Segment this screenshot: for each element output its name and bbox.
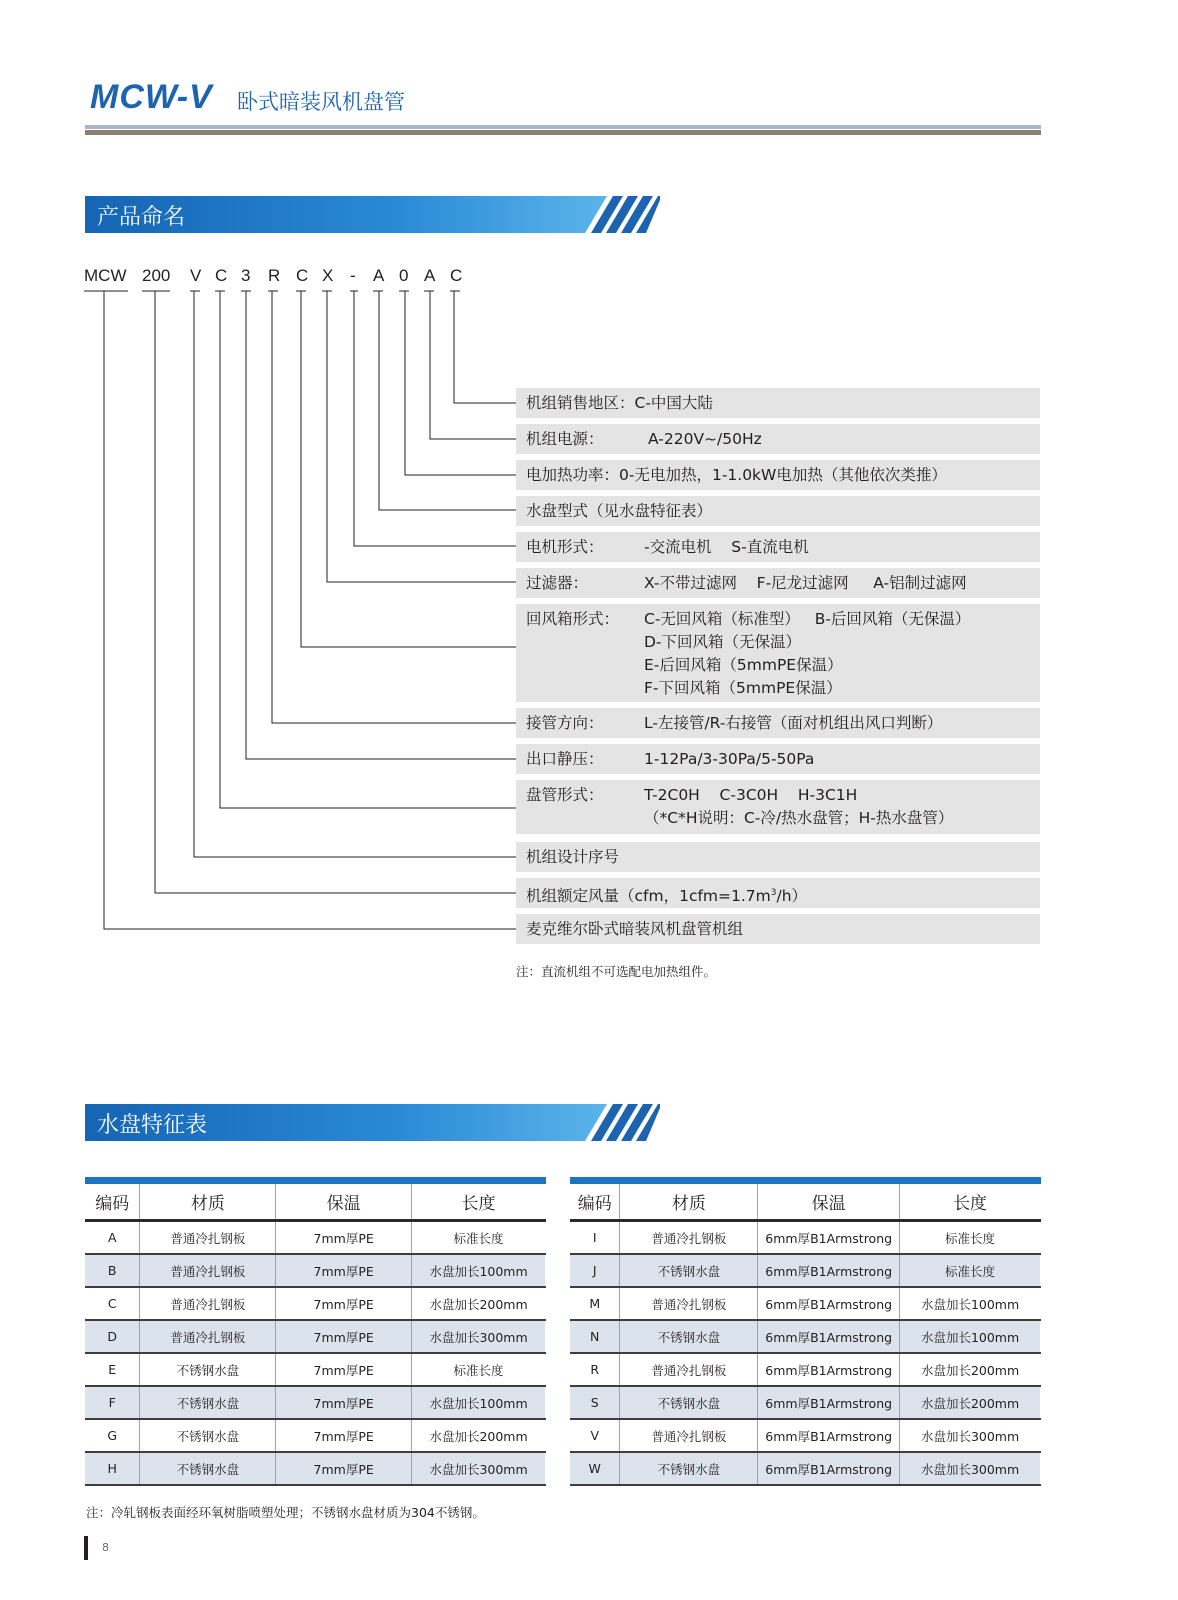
table-cell: 6mm厚B1Armstrong (758, 1221, 900, 1255)
table-cell: 水盘加长200mm (900, 1386, 1041, 1419)
table-cell: 6mm厚B1Armstrong (758, 1254, 900, 1287)
code-letter: C (296, 266, 309, 285)
table-header-material: 材质 (140, 1181, 276, 1221)
table-row (85, 1287, 546, 1320)
table-cell: 普通冷扎钢板 (620, 1221, 758, 1255)
naming-label-motor: 电机形式： (526, 538, 604, 556)
naming-detail-return-box: C-无回风箱（标准型） B-后回风箱（无保温） (644, 610, 971, 628)
note-dc-motor: 注：直流机组不可选配电加热组件。 (516, 964, 717, 979)
table-cell: 水盘加长300mm (412, 1320, 546, 1353)
table-row (570, 1287, 1041, 1320)
code-letter: C (215, 266, 228, 285)
table-row (570, 1419, 1041, 1452)
naming-detail-return-box: E-后回风箱（5mmPE保温） (644, 656, 843, 674)
table-row (570, 1221, 1041, 1255)
table-header-length: 长度 (412, 1181, 546, 1221)
naming-label-drain-pan: 水盘型式（见水盘特征表） (526, 502, 713, 520)
table-cell: 6mm厚B1Armstrong (758, 1320, 900, 1353)
table-cell: 7mm厚PE (276, 1221, 412, 1255)
table-cell: G (85, 1419, 140, 1452)
drain-pan-table-right (570, 1177, 1041, 1486)
table-header-code: 编码 (570, 1181, 620, 1221)
naming-label-airflow: 机组额定风量（cfm，$1cfm=1.7m^3/h$） (526, 887, 808, 906)
table-cell: 水盘加长100mm (900, 1320, 1041, 1353)
table-cell: R (570, 1353, 620, 1386)
product-model-title: MCW-V (90, 78, 213, 116)
table-cell: E (85, 1353, 140, 1386)
code-letter: C (450, 266, 463, 285)
table-cell: J (570, 1254, 620, 1287)
naming-label-design-serial: 机组设计序号 (526, 848, 620, 866)
table-cell: 不锈钢水盘 (620, 1452, 758, 1485)
table-cell: 6mm厚B1Armstrong (758, 1386, 900, 1419)
table-cell: V (570, 1419, 620, 1452)
table-row (570, 1386, 1041, 1419)
naming-label-product: 麦克维尔卧式暗装风机盘管机组 (526, 920, 744, 938)
code-letter: 3 (241, 266, 251, 285)
section-title-drain-pan: 水盘特征表 (97, 1113, 208, 1138)
section-title-naming: 产品命名 (97, 205, 186, 230)
table-cell: A (85, 1221, 140, 1255)
naming-label-coil: 盘管形式： (526, 786, 604, 804)
table-cell: 不锈钢水盘 (620, 1254, 758, 1287)
table-cell: 6mm厚B1Armstrong (758, 1353, 900, 1386)
table-header-material: 材质 (620, 1181, 758, 1221)
table-cell: 普通冷扎钢板 (140, 1320, 276, 1353)
table-row (570, 1452, 1041, 1485)
table-cell: 7mm厚PE (276, 1287, 412, 1320)
code-letter: A (424, 266, 436, 285)
table-cell: N (570, 1320, 620, 1353)
table-cell: 标准长度 (412, 1353, 546, 1386)
table-cell: 6mm厚B1Armstrong (758, 1452, 900, 1485)
table-header-insulation: 保温 (758, 1181, 900, 1221)
table-row (85, 1320, 546, 1353)
table-cell: 标准长度 (900, 1254, 1041, 1287)
table-cell: 7mm厚PE (276, 1419, 412, 1452)
drain-pan-table-left (85, 1177, 546, 1486)
table-row (570, 1353, 1041, 1386)
table-cell: 水盘加长200mm (412, 1287, 546, 1320)
table-cell: 不锈钢水盘 (140, 1419, 276, 1452)
table-cell: 普通冷扎钢板 (620, 1419, 758, 1452)
table-cell: 7mm厚PE (276, 1386, 412, 1419)
naming-label-region: 机组销售地区：C-中国大陆 (526, 394, 713, 412)
table-cell: 水盘加长300mm (900, 1419, 1041, 1452)
table-cell: 7mm厚PE (276, 1254, 412, 1287)
table-cell: 不锈钢水盘 (140, 1386, 276, 1419)
table-row (570, 1254, 1041, 1287)
naming-label-return-box: 回风箱形式： (526, 610, 620, 628)
naming-detail-motor: -交流电机 S-直流电机 (644, 538, 809, 556)
table-row (85, 1452, 546, 1485)
table-cell: 不锈钢水盘 (620, 1386, 758, 1419)
naming-detail-return-box: D-下回风箱（无保温） (644, 633, 802, 651)
table-header-insulation: 保温 (276, 1181, 412, 1221)
table-cell: 普通冷扎钢板 (620, 1353, 758, 1386)
naming-detail-coil: T-2C0H C-3C0H H-3C1H (644, 786, 858, 804)
table-cell: C (85, 1287, 140, 1320)
naming-detail-filter: X-不带过滤网 F-尼龙过滤网 A-铝制过滤网 (644, 574, 967, 592)
table-cell: 水盘加长100mm (412, 1386, 546, 1419)
table-row (85, 1353, 546, 1386)
table-cell: 7mm厚PE (276, 1353, 412, 1386)
table-cell: S (570, 1386, 620, 1419)
table-cell: 普通冷扎钢板 (140, 1254, 276, 1287)
code-letter: V (190, 266, 202, 285)
table-cell: 普通冷扎钢板 (140, 1221, 276, 1255)
table-cell: 普通冷扎钢板 (620, 1287, 758, 1320)
code-letter: R (268, 266, 281, 285)
code-letter: X (322, 266, 334, 285)
table-cell: 普通冷扎钢板 (140, 1287, 276, 1320)
naming-label-filter: 过滤器： (526, 574, 589, 592)
code-letter: MCW (84, 266, 127, 285)
table-cell: I (570, 1221, 620, 1255)
naming-detail-static-pressure: 1-12Pa/3-30Pa/5-50Pa (644, 750, 815, 768)
naming-label-heater: 电加热功率：0-无电加热，1-1.0kW电加热（其他依次类推） (526, 466, 947, 484)
table-cell: F (85, 1386, 140, 1419)
table-header-code: 编码 (85, 1181, 140, 1221)
naming-label-connection: 接管方向： (526, 714, 604, 732)
naming-detail-coil: （*C*H说明：C-冷/热水盘管；H-热水盘管） (644, 809, 954, 827)
table-row (85, 1419, 546, 1452)
table-cell: 不锈钢水盘 (140, 1353, 276, 1386)
code-letter: A (373, 266, 385, 285)
naming-detail-connection: L-左接管/R-右接管（面对机组出风口判断） (644, 714, 943, 732)
naming-label-power: 机组电源： (526, 430, 604, 448)
table-cell: 水盘加长100mm (412, 1254, 546, 1287)
table-cell: 水盘加长100mm (900, 1287, 1041, 1320)
table-row (85, 1386, 546, 1419)
table-cell: 水盘加长300mm (412, 1452, 546, 1485)
naming-detail-power: A-220V~/50Hz (648, 430, 762, 448)
table-cell: 不锈钢水盘 (140, 1452, 276, 1485)
table-row (85, 1221, 546, 1255)
section-banner-drain-pan (85, 1104, 660, 1141)
table-cell: H (85, 1452, 140, 1485)
table-cell: 6mm厚B1Armstrong (758, 1287, 900, 1320)
table-cell: 标准长度 (900, 1221, 1041, 1255)
code-letter: 0 (399, 266, 409, 285)
table-row (570, 1320, 1041, 1353)
code-letter: - (350, 266, 356, 285)
naming-label-static-pressure: 出口静压： (526, 750, 604, 768)
table-cell: 标准长度 (412, 1221, 546, 1255)
table-cell: 水盘加长200mm (900, 1353, 1041, 1386)
table-cell: 7mm厚PE (276, 1320, 412, 1353)
code-letter: 200 (142, 266, 171, 285)
page-marker (84, 1536, 88, 1560)
table-cell: W (570, 1452, 620, 1485)
table-cell: M (570, 1287, 620, 1320)
table-cell: 7mm厚PE (276, 1452, 412, 1485)
table-header-length: 长度 (900, 1181, 1041, 1221)
note-material: 注：冷轧钢板表面经环氧树脂喷塑处理；不锈钢水盘材质为304不锈钢。 (86, 1505, 485, 1520)
table-cell: 水盘加长200mm (412, 1419, 546, 1452)
table-cell: 不锈钢水盘 (620, 1320, 758, 1353)
page-number: 8 (102, 1541, 109, 1554)
table-row (85, 1254, 546, 1287)
product-name-title: 卧式暗装风机盘管 (237, 90, 405, 114)
table-cell: D (85, 1320, 140, 1353)
table-cell: 6mm厚B1Armstrong (758, 1419, 900, 1452)
naming-detail-return-box: F-下回风箱（5mmPE保温） (644, 679, 842, 697)
table-cell: 水盘加长300mm (900, 1452, 1041, 1485)
table-cell: B (85, 1254, 140, 1287)
